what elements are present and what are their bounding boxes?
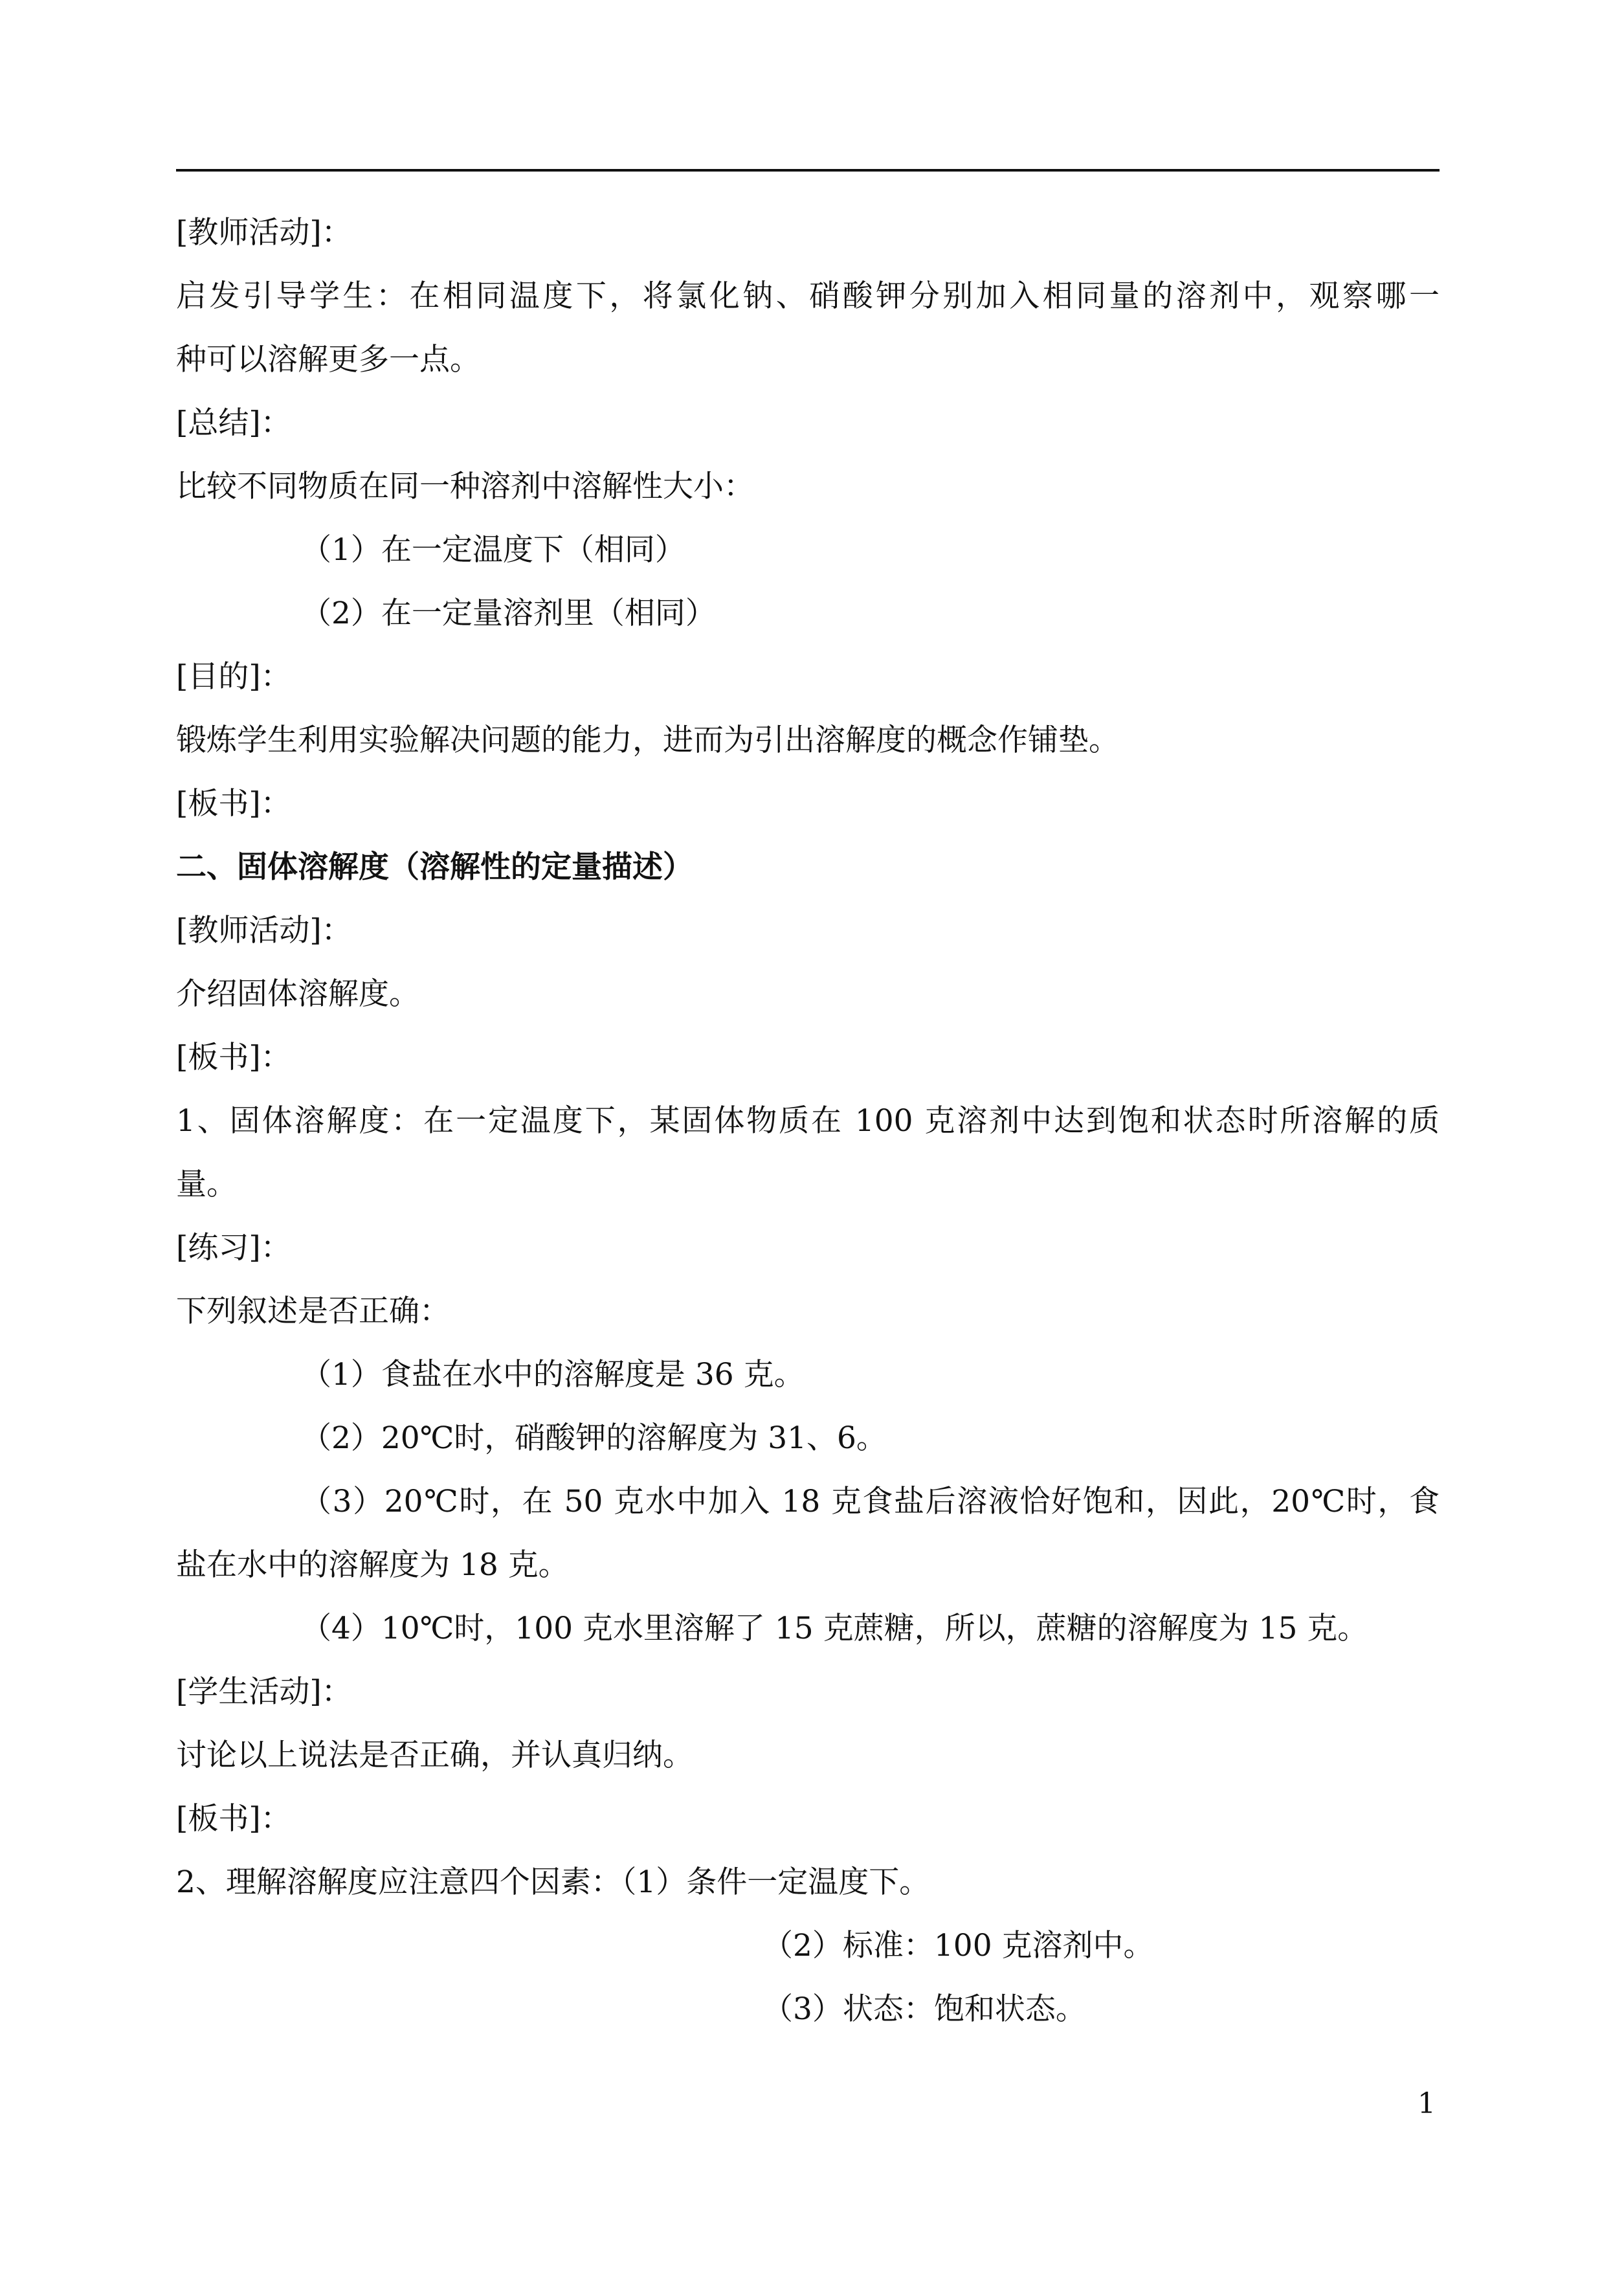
teacher-activity-label: [教师活动]： bbox=[176, 913, 352, 948]
intro-text: 介绍固体溶解度。 bbox=[176, 976, 419, 1012]
factors-line-3: （3）状态：饱和状态。 bbox=[762, 1991, 1086, 2027]
purpose-label: [目的]： bbox=[176, 659, 291, 695]
summary-label: [总结]： bbox=[176, 405, 291, 441]
guidance-text-line-2: 种可以溶解更多一点。 bbox=[176, 342, 480, 377]
definition-line-1: 1、固体溶解度：在一定温度下，某固体物质在 100 克溶剂中达到饱和状态时所溶解的质 bbox=[176, 1103, 1440, 1139]
board-label: [板书]： bbox=[176, 786, 291, 822]
exercise-item-3-line-2: 盐在水中的溶解度为 18 克。 bbox=[176, 1547, 569, 1583]
exercise-item-1: （1）食盐在水中的溶解度是 36 克。 bbox=[301, 1357, 805, 1393]
board-label: [板书]： bbox=[176, 1040, 291, 1075]
factors-line-2: （2）标准：100 克溶剂中。 bbox=[762, 1928, 1154, 1963]
exercise-prompt: 下列叙述是否正确： bbox=[176, 1293, 450, 1329]
section-heading: 二、固体溶解度（溶解性的定量描述） bbox=[176, 849, 693, 885]
exercise-item-3-line-1: （3）20℃时，在 50 克水中加入 18 克食盐后溶液恰好饱和，因此，20℃时，食 bbox=[301, 1484, 1440, 1519]
exercise-item-4: （4）10℃时，100 克水里溶解了 15 克蔗糖，所以，蔗糖的溶解度为 15 克。 bbox=[301, 1611, 1368, 1646]
page-number: 1 bbox=[1418, 2087, 1436, 2120]
exercise-label: [练习]： bbox=[176, 1230, 291, 1266]
header-rule bbox=[176, 169, 1440, 172]
exercise-item-2: （2）20℃时，硝酸钾的溶解度为 31、6。 bbox=[301, 1420, 887, 1456]
purpose-text: 锻炼学生利用实验解决问题的能力，进而为引出溶解度的概念作铺垫。 bbox=[176, 722, 1119, 758]
summary-item-1: （1）在一定温度下（相同） bbox=[301, 532, 685, 568]
student-activity-label: [学生活动]： bbox=[176, 1674, 352, 1710]
board-label: [板书]： bbox=[176, 1801, 291, 1837]
guidance-text-line-1: 启发引导学生：在相同温度下，将氯化钠、硝酸钾分别加入相同量的溶剂中，观察哪一 bbox=[176, 278, 1440, 314]
factors-line-1: 2、理解溶解度应注意四个因素：（1）条件一定温度下。 bbox=[176, 1864, 930, 1900]
summary-item-2: （2）在一定量溶剂里（相同） bbox=[301, 596, 716, 631]
teacher-activity-label: [教师活动]： bbox=[176, 215, 352, 251]
summary-text: 比较不同物质在同一种溶剂中溶解性大小： bbox=[176, 469, 754, 504]
definition-line-2: 量。 bbox=[176, 1167, 237, 1202]
student-activity-text: 讨论以上说法是否正确，并认真归纳。 bbox=[176, 1738, 693, 1773]
